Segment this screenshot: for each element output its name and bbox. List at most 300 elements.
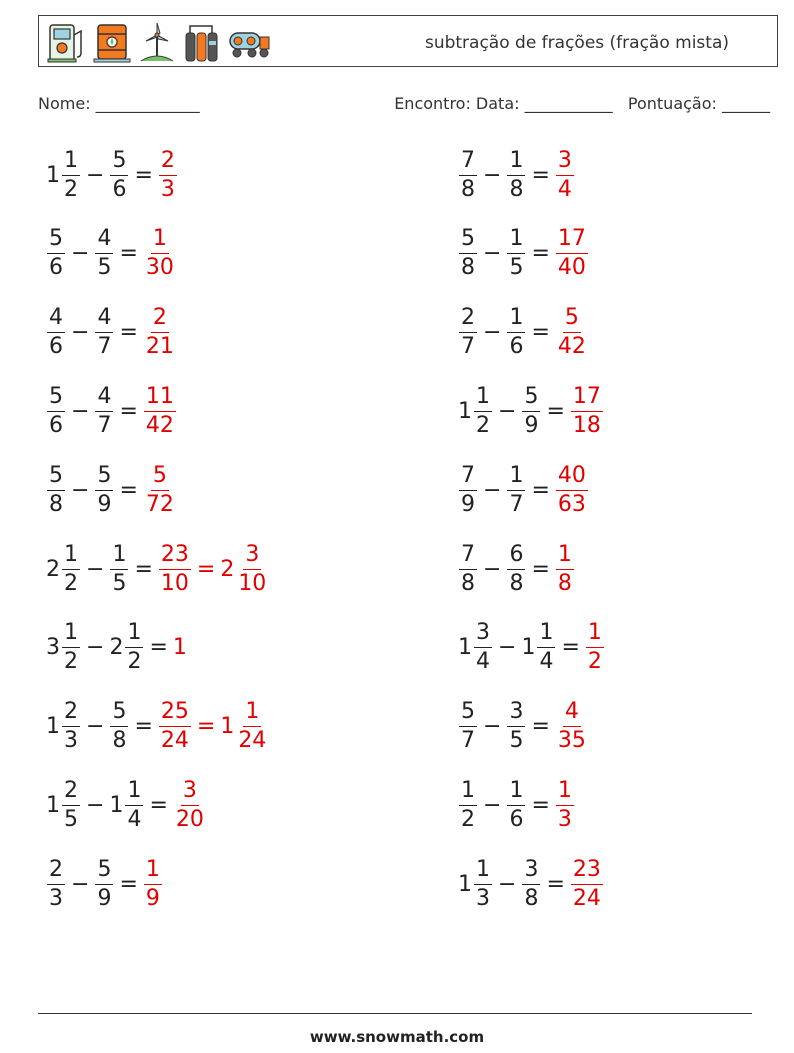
numerator: 4 bbox=[563, 699, 581, 727]
subtrahend bbox=[94, 463, 114, 518]
denominator: 42 bbox=[557, 334, 586, 360]
subtrahend bbox=[506, 778, 526, 833]
denominator: 7 bbox=[97, 412, 112, 438]
denominator: 2 bbox=[64, 649, 78, 675]
answer bbox=[585, 620, 605, 675]
denominator: 2 bbox=[587, 649, 602, 675]
equals-sign: = bbox=[561, 635, 580, 661]
equals-sign: = bbox=[134, 556, 153, 582]
minuend-fraction bbox=[474, 620, 492, 675]
answer bbox=[158, 699, 269, 754]
answer-part-whole: 1 bbox=[220, 714, 235, 740]
denominator: 9 bbox=[97, 885, 112, 911]
minuend-fraction bbox=[459, 148, 477, 203]
denominator: 24 bbox=[160, 728, 189, 754]
numerator: 3 bbox=[522, 857, 540, 885]
numerator: 1 bbox=[62, 148, 80, 176]
problem-15 bbox=[46, 697, 269, 757]
denominator: 8 bbox=[557, 570, 572, 596]
denominator: 8 bbox=[112, 728, 127, 754]
subtrahend-fraction bbox=[95, 463, 113, 518]
minuend-fraction bbox=[62, 620, 80, 675]
numerator: 17 bbox=[571, 384, 603, 412]
minuend bbox=[458, 148, 478, 203]
denominator: 8 bbox=[509, 570, 524, 596]
denominator: 63 bbox=[557, 491, 586, 517]
numerator: 11 bbox=[144, 384, 176, 412]
answer-part-fraction bbox=[556, 542, 574, 597]
denominator: 8 bbox=[461, 176, 475, 202]
minuend-fraction bbox=[62, 778, 80, 833]
subtrahend-fraction bbox=[507, 699, 525, 754]
subtrahend-fraction bbox=[125, 620, 143, 675]
denominator: 9 bbox=[145, 885, 160, 911]
equals-sign: = bbox=[546, 398, 565, 424]
problem-10 bbox=[458, 460, 589, 520]
denominator: 2 bbox=[64, 570, 78, 596]
subtrahend-fraction bbox=[507, 148, 525, 203]
problem-1 bbox=[46, 145, 178, 205]
numerator: 1 bbox=[474, 384, 492, 412]
name-blank[interactable]: _____________ bbox=[95, 94, 200, 113]
answer-part bbox=[585, 620, 605, 675]
problem-5 bbox=[46, 303, 177, 363]
problem-13 bbox=[46, 618, 188, 678]
numerator: 1 bbox=[556, 542, 574, 570]
equals-sign: = bbox=[119, 477, 138, 503]
minuend-whole: 1 bbox=[46, 714, 60, 740]
numerator: 3 bbox=[181, 778, 199, 806]
equals-sign: = bbox=[531, 556, 550, 582]
problem-4 bbox=[458, 224, 589, 284]
answer-part bbox=[220, 542, 269, 597]
gas-cylinders-icon bbox=[182, 21, 222, 63]
denominator: 5 bbox=[112, 570, 127, 596]
minuend-fraction bbox=[62, 148, 80, 203]
numerator: 7 bbox=[459, 542, 477, 570]
numerator: 2 bbox=[62, 699, 80, 727]
minuend bbox=[458, 305, 478, 360]
problem-16 bbox=[458, 697, 589, 757]
subtrahend bbox=[506, 148, 526, 203]
minus-sign: − bbox=[483, 714, 502, 740]
denominator: 3 bbox=[160, 176, 175, 202]
equals-sign: = bbox=[119, 320, 138, 346]
answer-part-fraction bbox=[586, 620, 604, 675]
answer-part-fraction bbox=[571, 384, 603, 439]
minuend-fraction bbox=[459, 778, 477, 833]
numerator: 4 bbox=[95, 384, 113, 412]
numerator: 1 bbox=[62, 542, 80, 570]
worksheet-title: subtração de frações (fração mista) bbox=[424, 33, 729, 53]
minus-sign: − bbox=[71, 871, 90, 897]
denominator: 42 bbox=[145, 412, 174, 438]
subtrahend-fraction bbox=[522, 857, 540, 912]
problem-14 bbox=[458, 618, 605, 678]
subtrahend-fraction bbox=[95, 384, 113, 439]
numerator: 25 bbox=[159, 699, 191, 727]
minus-sign: − bbox=[86, 635, 105, 661]
numerator: 2 bbox=[159, 148, 177, 176]
equals-sign: = bbox=[531, 162, 550, 188]
numerator: 23 bbox=[159, 542, 191, 570]
minus-sign: − bbox=[483, 792, 502, 818]
answer-part bbox=[143, 463, 177, 518]
minus-sign: − bbox=[86, 714, 105, 740]
answer-part bbox=[158, 542, 192, 597]
minus-sign: − bbox=[483, 556, 502, 582]
minuend-fraction bbox=[62, 699, 80, 754]
denominator: 4 bbox=[127, 806, 142, 832]
minuend-fraction bbox=[47, 857, 65, 912]
numerator: 5 bbox=[110, 699, 128, 727]
answer-part bbox=[555, 226, 589, 281]
problem-9 bbox=[46, 460, 177, 520]
subtrahend-fraction bbox=[95, 226, 113, 281]
numerator: 1 bbox=[507, 305, 525, 333]
numerator: 1 bbox=[151, 226, 169, 254]
oil-barrel-icon bbox=[92, 21, 132, 63]
subtrahend-fraction bbox=[110, 699, 128, 754]
minuend bbox=[46, 463, 66, 518]
subtrahend-fraction bbox=[537, 620, 555, 675]
numerator: 4 bbox=[95, 226, 113, 254]
numerator: 1 bbox=[507, 778, 525, 806]
numerator: 6 bbox=[507, 542, 525, 570]
minus-sign: − bbox=[483, 320, 502, 346]
minuend bbox=[458, 620, 493, 675]
answer-part bbox=[570, 857, 604, 912]
minuend-fraction bbox=[459, 542, 477, 597]
minuend-whole: 1 bbox=[458, 398, 472, 424]
answer-part bbox=[173, 635, 188, 660]
numerator: 5 bbox=[459, 226, 477, 254]
denominator: 6 bbox=[509, 334, 524, 360]
answer bbox=[555, 778, 575, 833]
answer-part bbox=[158, 148, 178, 203]
subtrahend-whole: 1 bbox=[109, 792, 124, 818]
answer-part-fraction bbox=[159, 148, 177, 203]
numerator: 3 bbox=[474, 620, 492, 648]
subtrahend bbox=[506, 463, 526, 518]
numerator: 1 bbox=[507, 148, 525, 176]
numerator: 4 bbox=[47, 305, 65, 333]
minus-sign: − bbox=[86, 556, 105, 582]
numerator: 5 bbox=[47, 226, 65, 254]
minuend-whole: 1 bbox=[46, 792, 60, 818]
numerator: 3 bbox=[507, 699, 525, 727]
equals-sign: = bbox=[149, 792, 168, 818]
answer-part-whole: 2 bbox=[220, 556, 235, 582]
answer bbox=[143, 463, 177, 518]
minuend bbox=[46, 699, 81, 754]
answer-part-fraction bbox=[556, 463, 588, 518]
subtrahend-fraction bbox=[522, 384, 540, 439]
numerator: 7 bbox=[459, 148, 477, 176]
subtrahend-fraction bbox=[507, 542, 525, 597]
meeting-field bbox=[394, 94, 770, 113]
denominator: 9 bbox=[461, 491, 475, 517]
numerator: 2 bbox=[47, 857, 65, 885]
numerator: 1 bbox=[125, 778, 143, 806]
denominator: 4 bbox=[539, 649, 554, 675]
answer-part-fraction bbox=[159, 542, 191, 597]
answer bbox=[555, 305, 589, 360]
denominator: 2 bbox=[64, 176, 78, 202]
problem-2 bbox=[458, 145, 575, 205]
minus-sign: − bbox=[498, 871, 517, 897]
answer bbox=[555, 699, 589, 754]
minuend-whole: 1 bbox=[458, 871, 472, 897]
answer-part-fraction bbox=[144, 226, 176, 281]
answer-part bbox=[158, 699, 192, 754]
minuend bbox=[458, 226, 478, 281]
numerator: 5 bbox=[47, 463, 65, 491]
equals-sign: = bbox=[119, 398, 138, 424]
denominator: 3 bbox=[557, 806, 572, 832]
numerator: 1 bbox=[125, 620, 143, 648]
minus-sign: − bbox=[483, 162, 502, 188]
numerator: 1 bbox=[537, 620, 555, 648]
subtrahend-fraction bbox=[507, 778, 525, 833]
numerator: 2 bbox=[151, 305, 169, 333]
answer-part bbox=[555, 778, 575, 833]
answer-part-fraction bbox=[556, 305, 588, 360]
denominator: 5 bbox=[97, 255, 112, 281]
minuend-fraction bbox=[47, 305, 65, 360]
problem-7 bbox=[46, 381, 177, 441]
minuend-fraction bbox=[474, 857, 492, 912]
numerator: 5 bbox=[110, 148, 128, 176]
denominator: 8 bbox=[461, 255, 475, 281]
denominator: 7 bbox=[509, 491, 524, 517]
subtrahend-fraction bbox=[95, 857, 113, 912]
denominator: 5 bbox=[509, 255, 524, 281]
subtrahend bbox=[521, 384, 541, 439]
minuend bbox=[458, 542, 478, 597]
answer bbox=[570, 384, 604, 439]
equals-sign: = bbox=[134, 714, 153, 740]
minuend bbox=[46, 226, 66, 281]
subtrahend-fraction bbox=[507, 305, 525, 360]
minuend-whole: 3 bbox=[46, 635, 60, 661]
answer-part-fraction bbox=[571, 857, 603, 912]
numerator: 1 bbox=[459, 778, 477, 806]
numerator: 40 bbox=[556, 463, 588, 491]
answer-part-fraction bbox=[556, 778, 574, 833]
equals-sign: = bbox=[546, 871, 565, 897]
denominator: 2 bbox=[127, 649, 142, 675]
numerator: 5 bbox=[151, 463, 169, 491]
numerator: 5 bbox=[459, 699, 477, 727]
header-icons bbox=[47, 21, 271, 63]
denominator: 18 bbox=[572, 412, 601, 438]
subtrahend bbox=[109, 148, 129, 203]
denominator: 40 bbox=[557, 255, 586, 281]
subtrahend bbox=[94, 305, 114, 360]
minuend-fraction bbox=[47, 384, 65, 439]
minuend-fraction bbox=[459, 699, 477, 754]
numerator: 1 bbox=[507, 463, 525, 491]
denominator: 24 bbox=[572, 885, 601, 911]
answer-part bbox=[555, 699, 589, 754]
answer bbox=[555, 463, 589, 518]
numerator: 1 bbox=[556, 778, 574, 806]
minuend bbox=[46, 384, 66, 439]
denominator: 6 bbox=[49, 334, 63, 360]
answer bbox=[173, 778, 207, 833]
denominator: 4 bbox=[557, 176, 572, 202]
minuend-fraction bbox=[62, 542, 80, 597]
numerator: 1 bbox=[586, 620, 604, 648]
subtrahend bbox=[521, 620, 556, 675]
numerator: 4 bbox=[95, 305, 113, 333]
answer bbox=[143, 226, 177, 281]
subtrahend-fraction bbox=[125, 778, 143, 833]
answer-part bbox=[173, 778, 207, 833]
answer-part-whole: 1 bbox=[172, 635, 187, 661]
minuend bbox=[46, 857, 66, 912]
answer-part bbox=[555, 305, 589, 360]
answer-part bbox=[555, 463, 589, 518]
minus-sign: − bbox=[483, 241, 502, 267]
minuend-whole: 2 bbox=[46, 556, 60, 582]
answer-part bbox=[143, 384, 177, 439]
minuend-fraction bbox=[47, 463, 65, 518]
subtrahend bbox=[506, 542, 526, 597]
minuend bbox=[458, 778, 478, 833]
subtrahend-fraction bbox=[110, 148, 128, 203]
minus-sign: − bbox=[498, 398, 517, 424]
numerator: 2 bbox=[62, 778, 80, 806]
answer-part-fraction bbox=[236, 542, 268, 597]
footer-url[interactable]: www.snowmath.com bbox=[309, 1028, 485, 1046]
equals-sign: = bbox=[531, 792, 550, 818]
equals-sign: = bbox=[149, 635, 168, 661]
minuend bbox=[458, 463, 478, 518]
problem-3 bbox=[46, 224, 177, 284]
minus-sign: − bbox=[71, 477, 90, 503]
problem-18 bbox=[458, 775, 575, 835]
numerator: 23 bbox=[571, 857, 603, 885]
numerator: 3 bbox=[556, 148, 574, 176]
minus-sign: − bbox=[86, 792, 105, 818]
answer-part bbox=[143, 305, 177, 360]
denominator: 3 bbox=[49, 885, 63, 911]
minuend-whole: 1 bbox=[46, 162, 60, 188]
answer bbox=[158, 542, 269, 597]
meeting-date-label: Encontro: Data: bbox=[394, 94, 520, 113]
fuel-pump-icon bbox=[47, 21, 87, 63]
denominator: 8 bbox=[509, 176, 524, 202]
denominator: 30 bbox=[145, 255, 174, 281]
denominator: 72 bbox=[145, 491, 174, 517]
numerator: 17 bbox=[556, 226, 588, 254]
problem-8 bbox=[458, 381, 604, 441]
denominator: 8 bbox=[49, 491, 63, 517]
equals-sign: = bbox=[134, 162, 153, 188]
minuend bbox=[46, 620, 81, 675]
equals-sign: = bbox=[119, 241, 138, 267]
answer-part-fraction bbox=[556, 226, 588, 281]
answer bbox=[158, 148, 178, 203]
equals-sign: = bbox=[531, 320, 550, 346]
answer-part bbox=[220, 699, 269, 754]
subtrahend bbox=[94, 226, 114, 281]
numerator: 7 bbox=[459, 463, 477, 491]
denominator: 10 bbox=[238, 570, 267, 596]
subtrahend-whole: 2 bbox=[109, 635, 124, 661]
score-blank[interactable]: ______ bbox=[722, 94, 770, 113]
denominator: 7 bbox=[97, 334, 112, 360]
score-label: Pontuação: bbox=[627, 94, 717, 113]
answer bbox=[555, 542, 575, 597]
subtrahend-fraction bbox=[95, 305, 113, 360]
problem-19 bbox=[46, 854, 163, 914]
numerator: 1 bbox=[110, 542, 128, 570]
minuend bbox=[46, 305, 66, 360]
numerator: 5 bbox=[47, 384, 65, 412]
minuend bbox=[46, 542, 81, 597]
equals-sign: = bbox=[531, 714, 550, 740]
subtrahend-fraction bbox=[507, 226, 525, 281]
minus-sign: − bbox=[86, 162, 105, 188]
name-label: Nome: bbox=[38, 94, 91, 113]
answer-part-fraction bbox=[159, 699, 191, 754]
answer bbox=[143, 857, 163, 912]
equals-sign: = bbox=[531, 241, 550, 267]
minuend-fraction bbox=[47, 226, 65, 281]
denominator: 8 bbox=[524, 885, 539, 911]
denominator: 8 bbox=[461, 570, 475, 596]
minuend bbox=[458, 857, 493, 912]
minuend-whole: 1 bbox=[458, 635, 472, 661]
subtrahend bbox=[506, 226, 526, 281]
minuend bbox=[458, 699, 478, 754]
answer bbox=[143, 384, 177, 439]
denominator: 5 bbox=[509, 728, 524, 754]
answer-part bbox=[143, 857, 163, 912]
wind-turbine-icon bbox=[137, 21, 177, 63]
numerator: 1 bbox=[62, 620, 80, 648]
numerator: 1 bbox=[144, 857, 162, 885]
subtrahend bbox=[506, 699, 526, 754]
numerator: 5 bbox=[95, 857, 113, 885]
subtrahend bbox=[109, 699, 129, 754]
minuend-fraction bbox=[459, 463, 477, 518]
denominator: 2 bbox=[461, 806, 475, 832]
answer bbox=[143, 305, 177, 360]
problem-20 bbox=[458, 854, 604, 914]
footer-divider bbox=[38, 1013, 752, 1014]
denominator: 9 bbox=[97, 491, 112, 517]
answer-part-fraction bbox=[556, 148, 574, 203]
minuend bbox=[46, 778, 81, 833]
equals-sign: = bbox=[196, 714, 216, 740]
denominator: 4 bbox=[476, 649, 490, 675]
denominator: 3 bbox=[64, 728, 78, 754]
denominator: 6 bbox=[112, 176, 127, 202]
equals-sign: = bbox=[196, 556, 216, 582]
minus-sign: − bbox=[483, 477, 502, 503]
date-blank[interactable]: ___________ bbox=[524, 94, 613, 113]
denominator: 5 bbox=[64, 806, 78, 832]
numerator: 1 bbox=[474, 857, 492, 885]
problem-6 bbox=[458, 303, 589, 363]
subtrahend-fraction bbox=[110, 542, 128, 597]
equals-sign: = bbox=[119, 871, 138, 897]
subtrahend-fraction bbox=[507, 463, 525, 518]
